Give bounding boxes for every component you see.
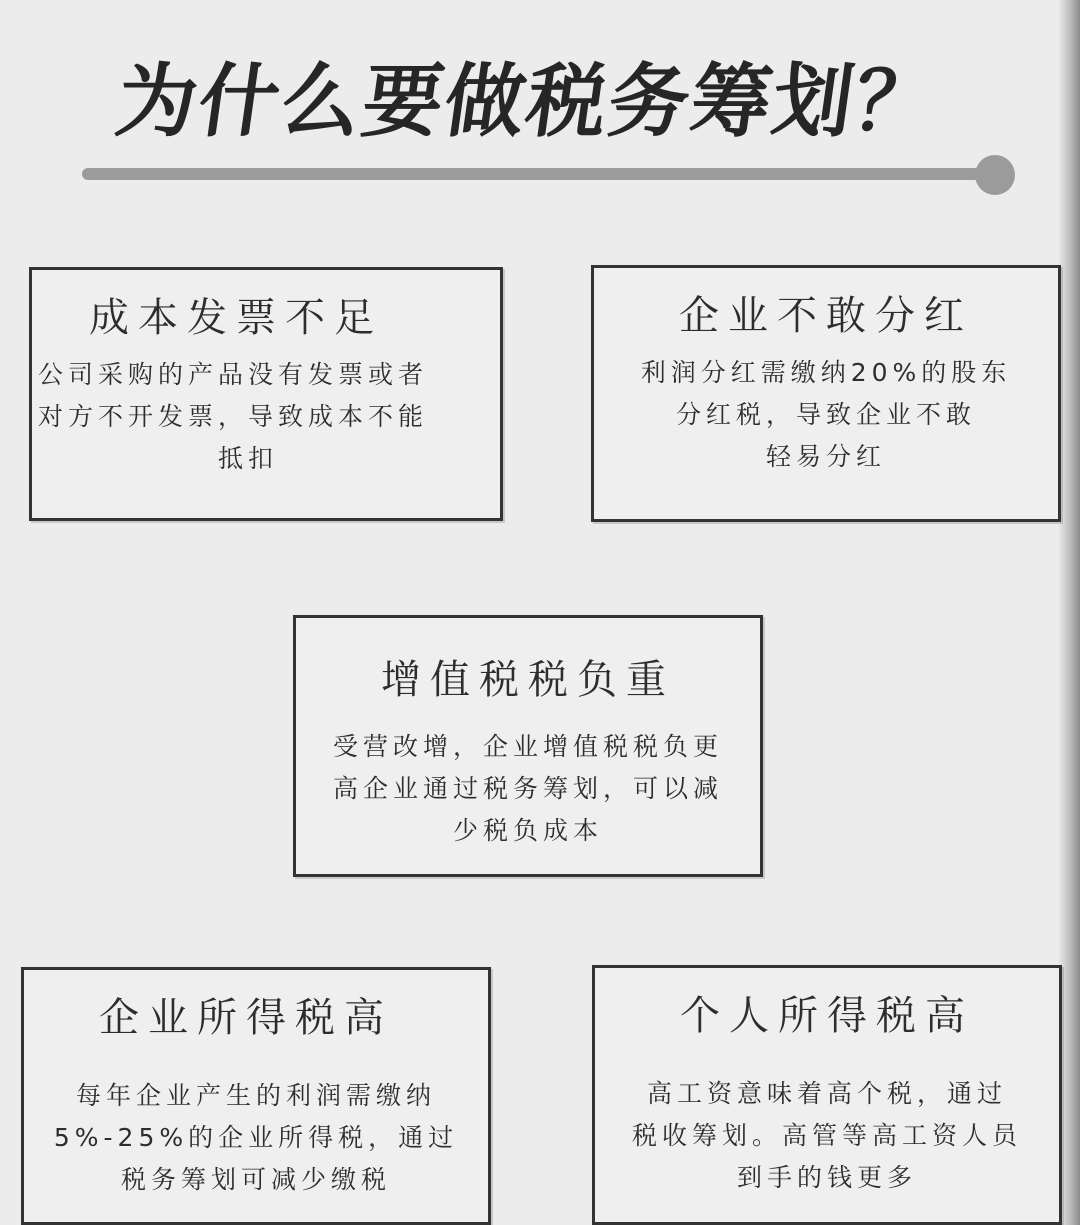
card-body bbox=[24, 1075, 488, 1201]
card-title: 增值税税负重 bbox=[381, 657, 675, 703]
card-line: 高企业通过税务筹划，可以减 bbox=[332, 774, 723, 803]
card-line: 公司采购的产品没有发票或者 bbox=[38, 360, 429, 389]
card-vat bbox=[293, 615, 763, 877]
card-personal-income-tax bbox=[592, 965, 1062, 1225]
card-body bbox=[594, 352, 1058, 478]
title-underline-bar bbox=[82, 168, 987, 180]
card-line: 每年企业产生的利润需缴纳 bbox=[75, 1081, 436, 1110]
card-body bbox=[32, 354, 506, 480]
title-underline-dot bbox=[975, 155, 1015, 195]
card-line: 对方不开发票，导致成本不能 bbox=[38, 402, 429, 431]
card-line: 少税负成本 bbox=[452, 816, 603, 845]
card-line: 5%-25%的企业所得税，通过 bbox=[53, 1123, 459, 1152]
card-title: 企业所得税高 bbox=[99, 995, 393, 1041]
card-line: 利润分红需缴纳20%的股东 bbox=[640, 358, 1012, 387]
card-line: 分红税，导致企业不敢 bbox=[675, 400, 976, 429]
page-title: 为什么要做税务筹划？ bbox=[110, 55, 944, 148]
card-line: 受营改增，企业增值税税负更 bbox=[332, 732, 723, 761]
card-corporate-income-tax bbox=[21, 967, 491, 1225]
card-line: 税务筹划可减少缴税 bbox=[120, 1165, 391, 1194]
card-line: 高工资意味着高个税，通过 bbox=[646, 1079, 1007, 1108]
card-line: 抵扣 bbox=[218, 444, 279, 473]
card-body bbox=[296, 726, 760, 852]
card-line: 到手的钱更多 bbox=[736, 1163, 917, 1192]
card-body bbox=[595, 1073, 1059, 1199]
card-title: 企业不敢分红 bbox=[679, 293, 973, 339]
card-line: 轻易分红 bbox=[765, 442, 886, 471]
card-dividend bbox=[591, 265, 1061, 522]
card-cost-invoice bbox=[29, 267, 503, 521]
card-line: 税收筹划。高管等高工资人员 bbox=[631, 1121, 1022, 1150]
card-title: 个人所得税高 bbox=[680, 993, 974, 1039]
card-title: 成本发票不足 bbox=[89, 295, 383, 341]
